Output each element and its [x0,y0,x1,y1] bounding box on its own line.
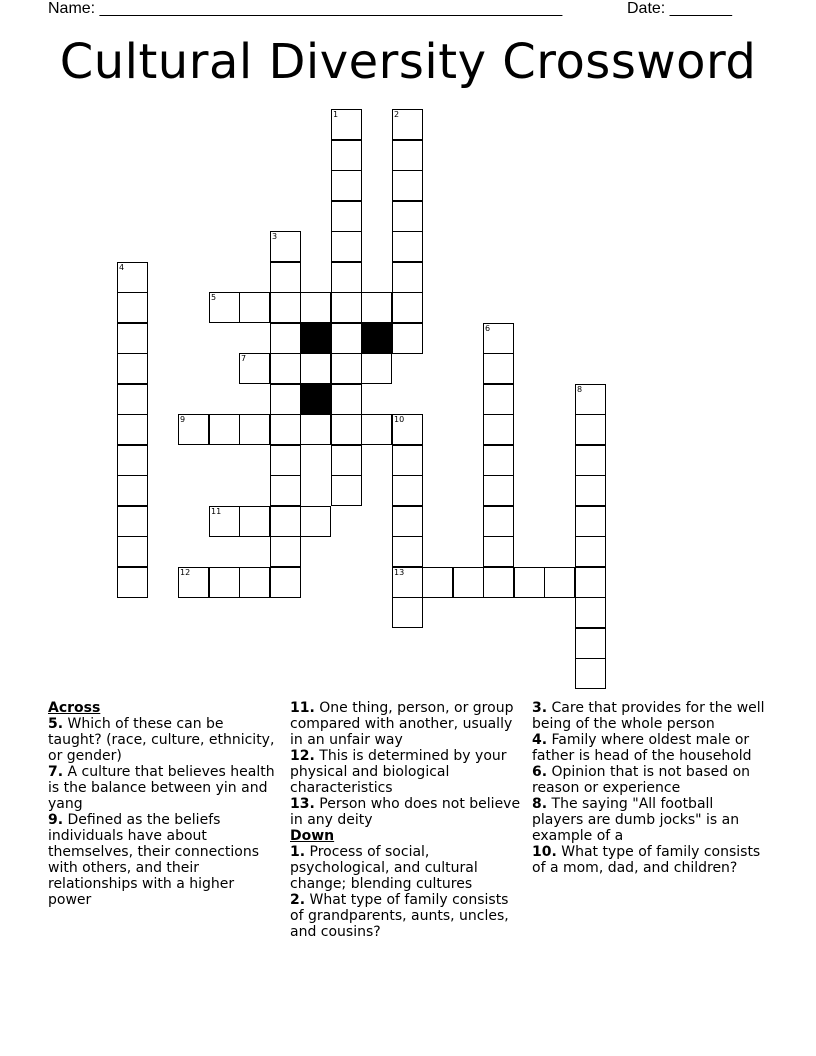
grid-cell[interactable] [392,231,423,262]
grid-cell[interactable] [117,445,148,476]
grid-cell[interactable] [331,262,362,293]
clue-number: 10 [394,415,405,424]
grid-cell[interactable] [483,567,514,598]
clue-number: 10. [532,844,557,860]
grid-cell[interactable] [575,536,606,567]
grid-cell[interactable] [117,292,148,323]
grid-cell[interactable] [392,109,423,140]
clues-column-2 [290,700,525,940]
clue-item [532,700,768,732]
grid-cell[interactable] [331,353,362,384]
grid-cell[interactable] [331,231,362,262]
black-cell [361,323,392,354]
clue-text: Opinion that is not based on reason or experience [532,764,751,796]
grid-cell[interactable] [361,292,392,323]
clue-item [532,764,768,796]
grid-cell[interactable] [270,475,301,506]
clue-item [532,844,768,876]
down-clue-list [290,844,525,940]
clue-number: 3. [532,700,548,716]
clue-number: 12. [290,748,315,764]
grid-cell[interactable] [270,292,301,323]
grid-cell[interactable] [331,170,362,201]
clue-item [532,732,768,764]
clue-number: 4 [119,263,125,272]
grid-cell[interactable] [392,475,423,506]
clue-number: 5. [48,716,64,732]
grid-cell[interactable] [117,475,148,506]
clue-number: 8 [577,385,583,394]
grid-cell[interactable] [209,506,240,537]
grid-cell[interactable] [361,414,392,445]
clue-number: 7. [48,764,64,780]
grid-cell[interactable] [392,262,423,293]
clue-text: Family where oldest male or father is head of the household [532,732,752,764]
grid-cell[interactable] [575,567,606,598]
grid-cell[interactable] [270,506,301,537]
grid-cell[interactable] [239,506,270,537]
grid-cell[interactable] [575,445,606,476]
grid-cell[interactable] [392,445,423,476]
grid-cell[interactable] [331,201,362,232]
grid-cell[interactable] [575,628,606,659]
grid-cell[interactable] [239,292,270,323]
across-clue-list-continued [290,700,525,828]
clue-item [290,748,525,796]
clues-column-3 [532,700,768,876]
clue-number: 4. [532,732,548,748]
clue-item [290,700,525,748]
grid-cell[interactable] [331,414,362,445]
clue-item [48,716,276,764]
grid-cell[interactable] [239,353,270,384]
clue-number: 7 [241,354,247,363]
clue-number: 1. [290,844,306,860]
page-title: Cultural Diversity Crossword [59,34,757,90]
clue-text: Which of these can be taught? (race, culture, ethnicity, or gender) [48,716,275,764]
clue-number: 6 [485,324,491,333]
clue-item [48,764,276,812]
clue-text: What type of family consists of a mom, dad, and children? [532,844,761,876]
grid-cell[interactable] [331,109,362,140]
grid-cell[interactable] [483,384,514,415]
grid-cell[interactable] [453,567,484,598]
grid-cell[interactable] [392,506,423,537]
grid-cell[interactable] [117,567,148,598]
clue-number: 9 [180,415,186,424]
grid-cell[interactable] [483,506,514,537]
grid-cell[interactable] [331,475,362,506]
black-cell [300,384,331,415]
clue-item [290,796,525,828]
grid-cell[interactable] [575,475,606,506]
grid-cell[interactable] [270,536,301,567]
grid-cell[interactable] [422,567,453,598]
down-heading: Down [290,828,335,844]
grid-cell[interactable] [300,414,331,445]
across-heading: Across [48,700,101,716]
clue-text: A culture that believes health is the balance between yin and yang [48,764,275,812]
grid-cell[interactable] [270,445,301,476]
grid-cell[interactable] [270,414,301,445]
grid-cell[interactable] [514,567,545,598]
name-line: Name: ____________________________________________________ [48,0,563,17]
grid-cell[interactable] [117,414,148,445]
down-clue-list-continued [532,700,768,876]
grid-cell[interactable] [361,353,392,384]
grid-cell[interactable] [117,536,148,567]
black-cell [300,323,331,354]
grid-cell[interactable] [209,414,240,445]
grid-cell[interactable] [483,445,514,476]
clues-section [0,700,816,1000]
grid-cell[interactable] [117,323,148,354]
grid-cell[interactable] [117,384,148,415]
grid-cell[interactable] [331,384,362,415]
grid-cell[interactable] [239,414,270,445]
clue-number: 2. [290,892,306,908]
grid-cell[interactable] [239,567,270,598]
grid-cell[interactable] [392,140,423,171]
grid-cell[interactable] [392,536,423,567]
grid-cell[interactable] [575,658,606,689]
grid-cell[interactable] [300,292,331,323]
clue-text: One thing, person, or group compared with another, usually in an unfair way [290,700,514,748]
grid-cell[interactable] [483,536,514,567]
grid-cell[interactable] [575,506,606,537]
clue-number: 5 [211,293,217,302]
clue-number: 3 [272,232,278,241]
grid-cell[interactable] [392,597,423,628]
grid-cell[interactable] [392,170,423,201]
grid-cell[interactable] [270,262,301,293]
date-line: Date: _______ [627,0,732,17]
clue-item [290,844,525,892]
grid-cell[interactable] [117,262,148,293]
clue-number: 13. [290,796,315,812]
grid-cell[interactable] [544,567,575,598]
clue-number: 9. [48,812,64,828]
grid-cell[interactable] [392,201,423,232]
clue-number: 11. [290,700,315,716]
clue-number: 12 [180,568,191,577]
grid-cell[interactable] [392,567,423,598]
grid-cell[interactable] [331,445,362,476]
grid-cell[interactable] [331,140,362,171]
clue-text: The saying "All football players are dumb jocks" is an example of a [532,796,740,844]
grid-cell[interactable] [117,353,148,384]
clue-text: Care that provides for the well being of the whole person [532,700,765,732]
across-clue-list [48,716,276,908]
grid-cell[interactable] [270,353,301,384]
grid-cell[interactable] [483,353,514,384]
clue-text: This is determined by your physical and biological characteristics [290,748,507,796]
grid-cell[interactable] [209,567,240,598]
clue-number: 6. [532,764,548,780]
grid-cell[interactable] [392,414,423,445]
grid-cell[interactable] [178,567,209,598]
clue-item [532,796,768,844]
clue-number: 1 [333,110,339,119]
grid-cell[interactable] [575,597,606,628]
grid-cell[interactable] [209,292,240,323]
clue-text: Defined as the beliefs individuals have about themselves, their connections with others, and their relationships with a higher power [48,812,260,908]
grid-cell[interactable] [300,506,331,537]
grid-cell[interactable] [270,384,301,415]
clue-item [48,812,276,908]
clue-number: 8. [532,796,548,812]
clue-number: 13 [394,568,405,577]
clue-text: Process of social, psychological, and cultural change; blending cultures [290,844,478,892]
grid-cell[interactable] [270,323,301,354]
clues-column-1 [48,700,276,908]
grid-cell[interactable] [392,292,423,323]
grid-cell[interactable] [575,384,606,415]
grid-cell[interactable] [575,414,606,445]
clue-number: 11 [211,507,222,516]
grid-cell[interactable] [178,414,209,445]
grid-cell[interactable] [270,567,301,598]
clue-number: 2 [394,110,400,119]
clue-item [290,892,525,940]
grid-cell[interactable] [392,323,423,354]
grid-cell[interactable] [331,292,362,323]
grid-cell[interactable] [300,353,331,384]
clue-text: What type of family consists of grandparents, aunts, uncles, and cousins? [290,892,509,940]
grid-cell[interactable] [483,323,514,354]
clue-text: Person who does not believe in any deity [290,796,521,828]
grid-cell[interactable] [483,475,514,506]
grid-cell[interactable] [483,414,514,445]
grid-cell[interactable] [331,323,362,354]
grid-cell[interactable] [117,506,148,537]
grid-cell[interactable] [270,231,301,262]
